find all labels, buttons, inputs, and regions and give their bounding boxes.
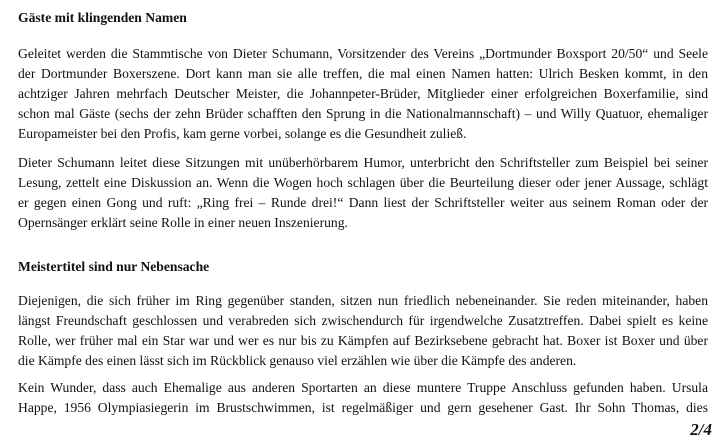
section-heading-2: Meistertitel sind nur Nebensache — [18, 259, 210, 274]
paragraph-4 — [18, 378, 708, 418]
paragraph-line: die Kämpfe des einen lässt sich im Rückblick genauso viel erzählen wie über die Kämpfe des anderen. — [18, 353, 577, 368]
paragraph-1 — [18, 44, 708, 144]
paragraph-2 — [18, 153, 708, 233]
paragraph-line: Europameister bei den Profis, kam gerne vorbei, solange es die Gesundheit zuließ. — [18, 126, 467, 141]
paragraph-line: Diejenigen, die sich früher im Ring gegenüber standen, sitzen nun friedlich nebeneinander. Sie reden miteinander, haben — [18, 293, 708, 308]
paragraph-line: Lesung, zettelt eine Diskussion an. Wenn die Wogen hoch schlagen über die Beurteilung dieser oder jener Aussage, schlägt — [18, 175, 708, 190]
paragraph-line: achtziger Jahren mehrfach Deutscher Meister, die Johannpeter-Brüder, Mitglieder einer erfolgreichen Boxerfamilie, sind — [18, 86, 708, 101]
paragraph-line: der Dortmunder Boxerszene. Dort kann man sie alle treffen, die mal einen Namen hatten: Ulrich Besken kommt, in den — [18, 66, 708, 81]
paragraph-line: Happe, 1956 Olympiasiegerin im Brustschwimmen, ist regelmäßiger und gern gesehener Gast. Ihr Sohn Thomas, dies — [18, 400, 708, 415]
paragraph-line: schon mal Gäste (sechs der zehn Brüder schafften den Sprung in die Nationalmannschaft) – und Willy Quatuor, ehemaliger — [18, 106, 708, 121]
page-number: 2/4 — [690, 420, 712, 439]
paragraph-line: längst Freundschaft geschlossen und verabreden sich zwischendurch für irgendwelche Zusatztreffen. Dabei spielt es keine — [18, 313, 708, 328]
paragraph-line: er gegen einen Gong und ruft: „Ring frei – Runde drei!“ Dann liest der Schriftsteller weiter aus seinem Roman oder der — [18, 195, 708, 210]
paragraph-line: Rolle, wer früher mal ein Star war und wer es nur bis zu Kämpfen auf Bezirksebene gebracht hat. Boxer ist Boxer und über — [18, 333, 708, 348]
paragraph-line: Dieter Schumann leitet diese Sitzungen mit unüberhörbarem Humor, unterbricht den Schriftsteller zum Beispiel bei seiner — [18, 155, 708, 170]
paragraph-line: Opernsänger erklärt seine Rolle in einer neuen Inszenierung. — [18, 215, 348, 230]
paragraph-line: Kein Wunder, dass auch Ehemalige aus anderen Sportarten an diese muntere Truppe Anschluss gefunden haben. Ursula — [18, 380, 708, 395]
paragraph-3 — [18, 291, 708, 371]
paragraph-line: Geleitet werden die Stammtische von Dieter Schumann, Vorsitzender des Vereins „Dortmunder Boxsport 20/50“ und Seele — [18, 46, 708, 61]
section-heading-1: Gäste mit klingenden Namen — [18, 10, 187, 25]
